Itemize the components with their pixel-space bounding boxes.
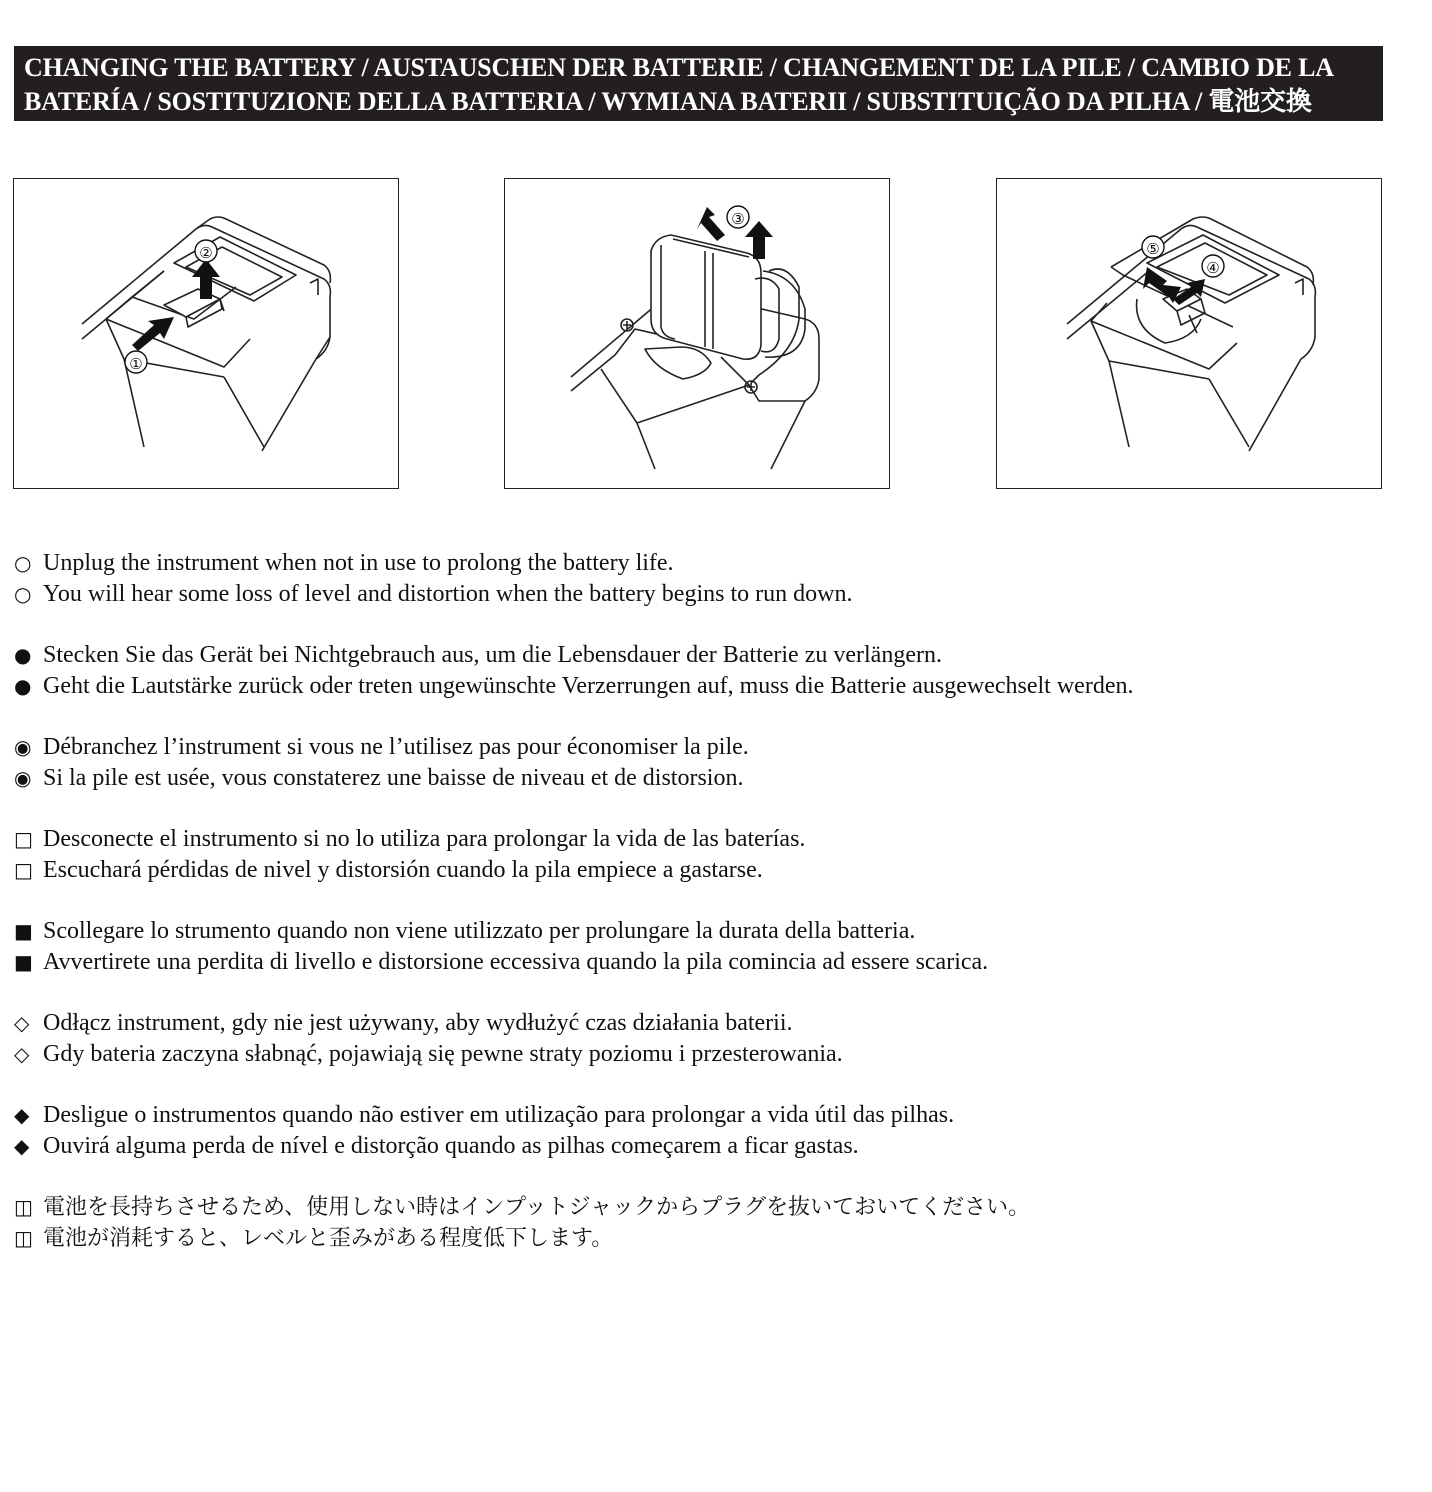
note-text: Odłącz instrument, gdy nie jest używany, aby wydłużyć czas działania baterii. xyxy=(43,1010,793,1036)
bullet-square-filled-icon: ■ xyxy=(14,950,33,974)
note-line xyxy=(14,671,1414,702)
note-text: 電池を長持ちさせるため、使用しない時はインプットジャックからプラグを抜いておいてください。 xyxy=(43,1195,1031,1220)
note-text: Si la pile est usée, vous constaterez une baisse de niveau et de distorsion. xyxy=(43,765,744,791)
bullet-diamond-filled-icon: ◆ xyxy=(14,1103,30,1127)
figure-replace-battery xyxy=(504,178,890,489)
note-line xyxy=(14,855,1414,886)
note-line xyxy=(14,824,1414,855)
bullet-circle-dot-icon: ◉ xyxy=(14,766,32,790)
header-line-2: BATERÍA / SOSTITUZIONE DELLA BATTERIA / WYMIANA BATERII / SUBSTITUIÇÃO DA PILHA / 電池交換 xyxy=(24,87,1312,116)
note-text: Unplug the instrument when not in use to prolong the battery life. xyxy=(43,550,674,576)
bullet-circle-filled-icon: ● xyxy=(14,674,32,698)
replace-battery-illustration xyxy=(505,179,888,487)
bullet-square-filled-icon: ■ xyxy=(14,919,33,943)
note-line xyxy=(14,763,1414,794)
note-line xyxy=(14,1223,1414,1254)
bullet-circle-filled-icon: ● xyxy=(14,643,32,667)
notes-japanese xyxy=(14,1192,1414,1254)
bullet-square-pattern-icon: ◫ xyxy=(14,1195,33,1219)
bullet-circle-dot-icon: ◉ xyxy=(14,735,32,759)
step-label-2: ② xyxy=(199,244,213,262)
close-cover-illustration xyxy=(997,179,1380,487)
step-label-3: ③ xyxy=(731,210,745,228)
note-line xyxy=(14,947,1414,978)
bullet-circle-outline-icon: ○ xyxy=(14,551,32,575)
step-label-4: ④ xyxy=(1206,259,1220,277)
battery-notes xyxy=(14,548,1414,1284)
bullet-diamond-outline-icon: ◇ xyxy=(14,1042,30,1066)
note-line xyxy=(14,1039,1414,1070)
notes-italian xyxy=(14,916,1414,978)
open-cover-illustration xyxy=(14,179,397,487)
note-line xyxy=(14,1100,1414,1131)
note-text: Débranchez l’instrument si vous ne l’utilisez pas pour économiser la pile. xyxy=(43,734,749,760)
note-text: Desconecte el instrumento si no lo utiliza para prolongar la vida de las baterías. xyxy=(43,826,806,852)
arrow-push-icon xyxy=(132,317,174,351)
notes-english xyxy=(14,548,1414,610)
arrow-down-icon xyxy=(697,207,725,241)
note-line xyxy=(14,916,1414,947)
note-text: Stecken Sie das Gerät bei Nichtgebrauch aus, um die Lebensdauer der Batterie zu verlängern. xyxy=(43,642,942,668)
bullet-square-outline-icon: □ xyxy=(14,827,33,851)
figure-open-cover xyxy=(13,178,399,489)
note-text: Ouvirá alguma perda de nível e distorção quando as pilhas começarem a ficar gastas. xyxy=(43,1133,859,1159)
bullet-square-pattern-icon: ◫ xyxy=(14,1226,33,1250)
bullet-diamond-outline-icon: ◇ xyxy=(14,1011,30,1035)
note-text: Escuchará pérdidas de nivel y distorsión cuando la pila empiece a gastarse. xyxy=(43,857,763,883)
bullet-circle-outline-icon: ○ xyxy=(14,582,32,606)
note-text: 電池が消耗すると、レベルと歪みがある程度低下します。 xyxy=(43,1226,614,1251)
step-label-5: ⑤ xyxy=(1146,240,1160,258)
notes-spanish xyxy=(14,824,1414,886)
note-text: Avvertirete una perdita di livello e distorsione eccessiva quando la pila comincia ad essere scarica. xyxy=(43,949,989,975)
header-line-1: CHANGING THE BATTERY / AUSTAUSCHEN DER BATTERIE / CHANGEMENT DE LA PILE / CAMBIO DE LA xyxy=(24,53,1334,82)
note-line xyxy=(14,732,1414,763)
notes-german xyxy=(14,640,1414,702)
notes-polish xyxy=(14,1008,1414,1070)
figure-close-cover xyxy=(996,178,1382,489)
note-line xyxy=(14,579,1414,610)
note-text: Geht die Lautstärke zurück oder treten ungewünschte Verzerrungen auf, muss die Batterie ausgewechselt werden. xyxy=(43,673,1134,699)
bullet-square-outline-icon: □ xyxy=(14,858,33,882)
bullet-diamond-filled-icon: ◆ xyxy=(14,1134,30,1158)
note-line xyxy=(14,1008,1414,1039)
section-header xyxy=(14,46,1383,121)
note-text: Scollegare lo strumento quando non viene utilizzato per prolungare la durata della batteria. xyxy=(43,918,916,944)
note-text: Desligue o instrumentos quando não estiver em utilização para prolongar a vida útil das pilhas. xyxy=(43,1102,955,1128)
notes-portuguese xyxy=(14,1100,1414,1162)
note-line xyxy=(14,548,1414,579)
note-line xyxy=(14,1131,1414,1162)
notes-french xyxy=(14,732,1414,794)
note-line xyxy=(14,640,1414,671)
note-text: You will hear some loss of level and distortion when the battery begins to run down. xyxy=(43,581,853,607)
note-text: Gdy bateria zaczyna słabnąć, pojawiają się pewne straty poziomu i przesterowania. xyxy=(43,1041,843,1067)
step-label-1: ① xyxy=(129,355,143,373)
note-line xyxy=(14,1192,1414,1223)
